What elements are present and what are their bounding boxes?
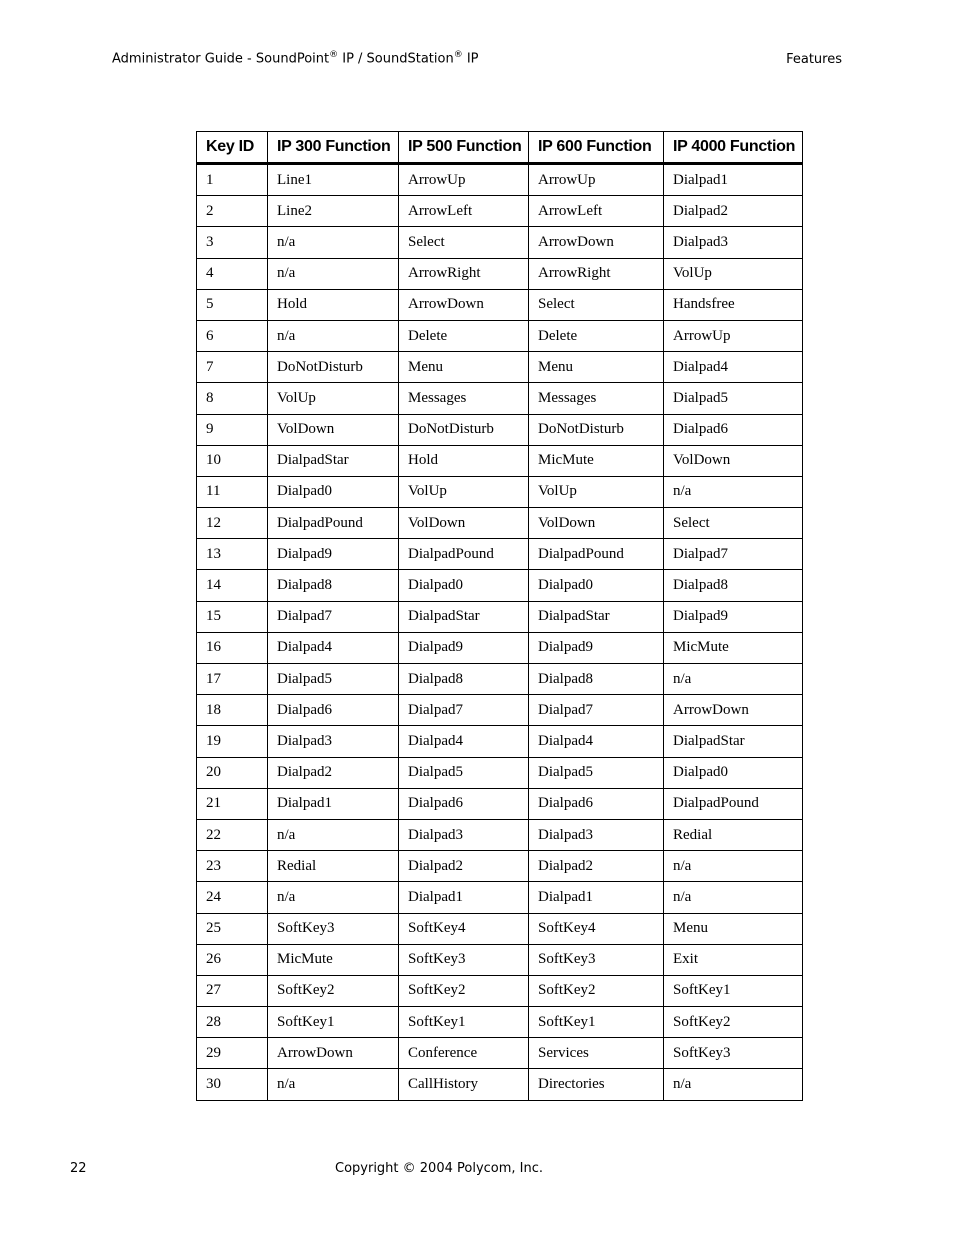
table-cell: SoftKey1 <box>664 975 803 1006</box>
table-row <box>197 539 803 570</box>
table-row <box>197 975 803 1006</box>
page-number: 22 <box>70 1161 87 1176</box>
table-cell: MicMute <box>664 632 803 663</box>
table-row <box>197 819 803 850</box>
table-cell: SoftKey3 <box>529 944 664 975</box>
table-cell: Dialpad8 <box>664 570 803 601</box>
table-cell: ArrowUp <box>664 320 803 351</box>
table-cell: Dialpad6 <box>399 788 529 819</box>
table-row <box>197 164 803 196</box>
table-cell: 11 <box>197 476 268 507</box>
table-cell: 26 <box>197 944 268 975</box>
table-cell: Conference <box>399 1038 529 1069</box>
table-cell: Redial <box>268 851 399 882</box>
table-cell: Dialpad9 <box>664 601 803 632</box>
table-cell: DialpadPound <box>664 788 803 819</box>
running-header-section: Features <box>786 52 842 67</box>
table-cell: SoftKey3 <box>664 1038 803 1069</box>
table-row <box>197 632 803 663</box>
table-row <box>197 695 803 726</box>
table-cell: Dialpad8 <box>529 664 664 695</box>
table-cell: 8 <box>197 383 268 414</box>
table-cell: Dialpad5 <box>664 383 803 414</box>
table-row <box>197 913 803 944</box>
table-cell: Dialpad6 <box>529 788 664 819</box>
table-cell: Hold <box>399 445 529 476</box>
table-cell: Messages <box>529 383 664 414</box>
table-cell: Dialpad9 <box>268 539 399 570</box>
table-cell: ArrowRight <box>529 258 664 289</box>
table-cell: 14 <box>197 570 268 601</box>
table-cell: Dialpad3 <box>399 819 529 850</box>
table-cell: ArrowDown <box>399 289 529 320</box>
registered-mark: ® <box>453 50 463 60</box>
table-cell: Dialpad3 <box>268 726 399 757</box>
table-row <box>197 476 803 507</box>
table-cell: 10 <box>197 445 268 476</box>
table-cell: Menu <box>399 352 529 383</box>
table-cell: DialpadPound <box>529 539 664 570</box>
table-cell: Dialpad5 <box>268 664 399 695</box>
table-cell: VolUp <box>268 383 399 414</box>
table-cell: ArrowDown <box>664 695 803 726</box>
table-row <box>197 383 803 414</box>
table-cell: Dialpad3 <box>529 819 664 850</box>
copyright-notice: Copyright © 2004 Polycom, Inc. <box>335 1161 544 1176</box>
table-cell: 22 <box>197 819 268 850</box>
table-cell: Dialpad8 <box>268 570 399 601</box>
table-cell: Exit <box>664 944 803 975</box>
table-cell: 1 <box>197 164 268 196</box>
table-cell: 16 <box>197 632 268 663</box>
table-cell: 3 <box>197 227 268 258</box>
table-cell: MicMute <box>268 944 399 975</box>
table-cell: SoftKey2 <box>529 975 664 1006</box>
table-cell: n/a <box>664 1069 803 1100</box>
table-header-row <box>197 132 803 164</box>
table-cell: DialpadStar <box>529 601 664 632</box>
table-cell: Dialpad3 <box>664 227 803 258</box>
table-cell: Select <box>664 508 803 539</box>
table-cell: Dialpad5 <box>399 757 529 788</box>
table-cell: 4 <box>197 258 268 289</box>
table-cell: Dialpad2 <box>399 851 529 882</box>
table-cell: Dialpad6 <box>268 695 399 726</box>
table-cell: DialpadStar <box>399 601 529 632</box>
table-cell: n/a <box>268 819 399 850</box>
table-cell: Dialpad2 <box>268 757 399 788</box>
table-row <box>197 1069 803 1100</box>
table-row <box>197 944 803 975</box>
table-cell: Dialpad9 <box>529 632 664 663</box>
table-cell: Handsfree <box>664 289 803 320</box>
table-cell: Delete <box>529 320 664 351</box>
table-cell: SoftKey1 <box>268 1007 399 1038</box>
table-cell: 29 <box>197 1038 268 1069</box>
table-row <box>197 196 803 227</box>
table-row <box>197 227 803 258</box>
table-cell: 13 <box>197 539 268 570</box>
table-cell: DialpadStar <box>664 726 803 757</box>
table-row <box>197 352 803 383</box>
table-cell: DialpadStar <box>268 445 399 476</box>
table-row <box>197 601 803 632</box>
table-cell: Line1 <box>268 164 399 196</box>
table-cell: SoftKey1 <box>529 1007 664 1038</box>
table-row <box>197 320 803 351</box>
table-cell: Dialpad1 <box>268 788 399 819</box>
table-cell: Dialpad0 <box>399 570 529 601</box>
table-body <box>197 164 803 1101</box>
table-cell: n/a <box>664 664 803 695</box>
table-cell: Dialpad9 <box>399 632 529 663</box>
table-cell: Dialpad7 <box>664 539 803 570</box>
table-cell: 6 <box>197 320 268 351</box>
table-cell: n/a <box>664 882 803 913</box>
table-cell: Messages <box>399 383 529 414</box>
header-title-part2: IP / SoundStation <box>338 51 454 67</box>
table-cell: Line2 <box>268 196 399 227</box>
table-cell: SoftKey1 <box>399 1007 529 1038</box>
table-cell: Menu <box>529 352 664 383</box>
table-cell: Dialpad0 <box>664 757 803 788</box>
table-cell: SoftKey3 <box>399 944 529 975</box>
table-cell: Services <box>529 1038 664 1069</box>
table-cell: 12 <box>197 508 268 539</box>
registered-mark: ® <box>329 50 339 60</box>
table-cell: Dialpad1 <box>399 882 529 913</box>
table-cell: Dialpad8 <box>399 664 529 695</box>
table-cell: DialpadPound <box>268 508 399 539</box>
header-title-part1: Administrator Guide - SoundPoint <box>112 51 330 67</box>
table-cell: 30 <box>197 1069 268 1100</box>
table-cell: Dialpad4 <box>529 726 664 757</box>
table-row <box>197 788 803 819</box>
table-cell: ArrowDown <box>529 227 664 258</box>
table-cell: 5 <box>197 289 268 320</box>
running-header-title <box>112 50 479 66</box>
table-cell: n/a <box>268 1069 399 1100</box>
table-row <box>197 570 803 601</box>
table-cell: 9 <box>197 414 268 445</box>
table-row <box>197 258 803 289</box>
column-header: IP 500 Function <box>399 132 529 164</box>
table-cell: SoftKey4 <box>399 913 529 944</box>
table-cell: ArrowLeft <box>399 196 529 227</box>
table-cell: SoftKey4 <box>529 913 664 944</box>
column-header: IP 300 Function <box>268 132 399 164</box>
table-cell: Menu <box>664 913 803 944</box>
table-cell: 28 <box>197 1007 268 1038</box>
table-cell: 15 <box>197 601 268 632</box>
table-cell: 2 <box>197 196 268 227</box>
table-cell: ArrowRight <box>399 258 529 289</box>
table-row <box>197 726 803 757</box>
table-cell: Directories <box>529 1069 664 1100</box>
table-row <box>197 445 803 476</box>
table-cell: Redial <box>664 819 803 850</box>
header-title-part3: IP <box>462 51 479 67</box>
table-row <box>197 882 803 913</box>
table-cell: DoNotDisturb <box>268 352 399 383</box>
table-cell: 20 <box>197 757 268 788</box>
table-row <box>197 1007 803 1038</box>
table-cell: CallHistory <box>399 1069 529 1100</box>
table-cell: Delete <box>399 320 529 351</box>
table-cell: 21 <box>197 788 268 819</box>
table-cell: 7 <box>197 352 268 383</box>
table-cell: Hold <box>268 289 399 320</box>
table-cell: ArrowLeft <box>529 196 664 227</box>
table-cell: 25 <box>197 913 268 944</box>
table-cell: VolDown <box>664 445 803 476</box>
table-cell: n/a <box>268 258 399 289</box>
table-cell: 18 <box>197 695 268 726</box>
table-cell: DoNotDisturb <box>529 414 664 445</box>
table-cell: SoftKey2 <box>268 975 399 1006</box>
table-cell: DoNotDisturb <box>399 414 529 445</box>
table-row <box>197 664 803 695</box>
table-cell: VolUp <box>664 258 803 289</box>
table-cell: Dialpad2 <box>529 851 664 882</box>
table-cell: 27 <box>197 975 268 1006</box>
table-cell: Dialpad1 <box>529 882 664 913</box>
key-function-table <box>196 131 803 1101</box>
table-cell: DialpadPound <box>399 539 529 570</box>
table-cell: VolUp <box>399 476 529 507</box>
table-cell: Dialpad1 <box>664 164 803 196</box>
table-cell: Dialpad7 <box>399 695 529 726</box>
table-cell: Dialpad4 <box>399 726 529 757</box>
table-cell: n/a <box>268 320 399 351</box>
table-cell: 24 <box>197 882 268 913</box>
table-cell: VolDown <box>399 508 529 539</box>
column-header: IP 4000 Function <box>664 132 803 164</box>
table-cell: Select <box>399 227 529 258</box>
table-cell: ArrowDown <box>268 1038 399 1069</box>
table-cell: Dialpad7 <box>529 695 664 726</box>
table-cell: Select <box>529 289 664 320</box>
table-row <box>197 757 803 788</box>
table-cell: n/a <box>268 882 399 913</box>
table-row <box>197 414 803 445</box>
table-cell: n/a <box>664 476 803 507</box>
table-cell: 19 <box>197 726 268 757</box>
table-cell: 23 <box>197 851 268 882</box>
table-cell: SoftKey3 <box>268 913 399 944</box>
table-cell: Dialpad5 <box>529 757 664 788</box>
column-header: Key ID <box>197 132 268 164</box>
table-cell: SoftKey2 <box>399 975 529 1006</box>
column-header: IP 600 Function <box>529 132 664 164</box>
table-row <box>197 851 803 882</box>
table-cell: ArrowUp <box>529 164 664 196</box>
table-cell: VolDown <box>529 508 664 539</box>
table-cell: VolUp <box>529 476 664 507</box>
table-cell: Dialpad2 <box>664 196 803 227</box>
table-row <box>197 508 803 539</box>
table-row <box>197 289 803 320</box>
table-cell: Dialpad0 <box>529 570 664 601</box>
table-cell: ArrowUp <box>399 164 529 196</box>
table-cell: 17 <box>197 664 268 695</box>
table-cell: Dialpad4 <box>268 632 399 663</box>
table-cell: Dialpad4 <box>664 352 803 383</box>
table-cell: n/a <box>664 851 803 882</box>
table-cell: Dialpad6 <box>664 414 803 445</box>
table-cell: Dialpad0 <box>268 476 399 507</box>
table-cell: Dialpad7 <box>268 601 399 632</box>
table-cell: n/a <box>268 227 399 258</box>
table-cell: MicMute <box>529 445 664 476</box>
table-cell: VolDown <box>268 414 399 445</box>
table-row <box>197 1038 803 1069</box>
table-cell: SoftKey2 <box>664 1007 803 1038</box>
